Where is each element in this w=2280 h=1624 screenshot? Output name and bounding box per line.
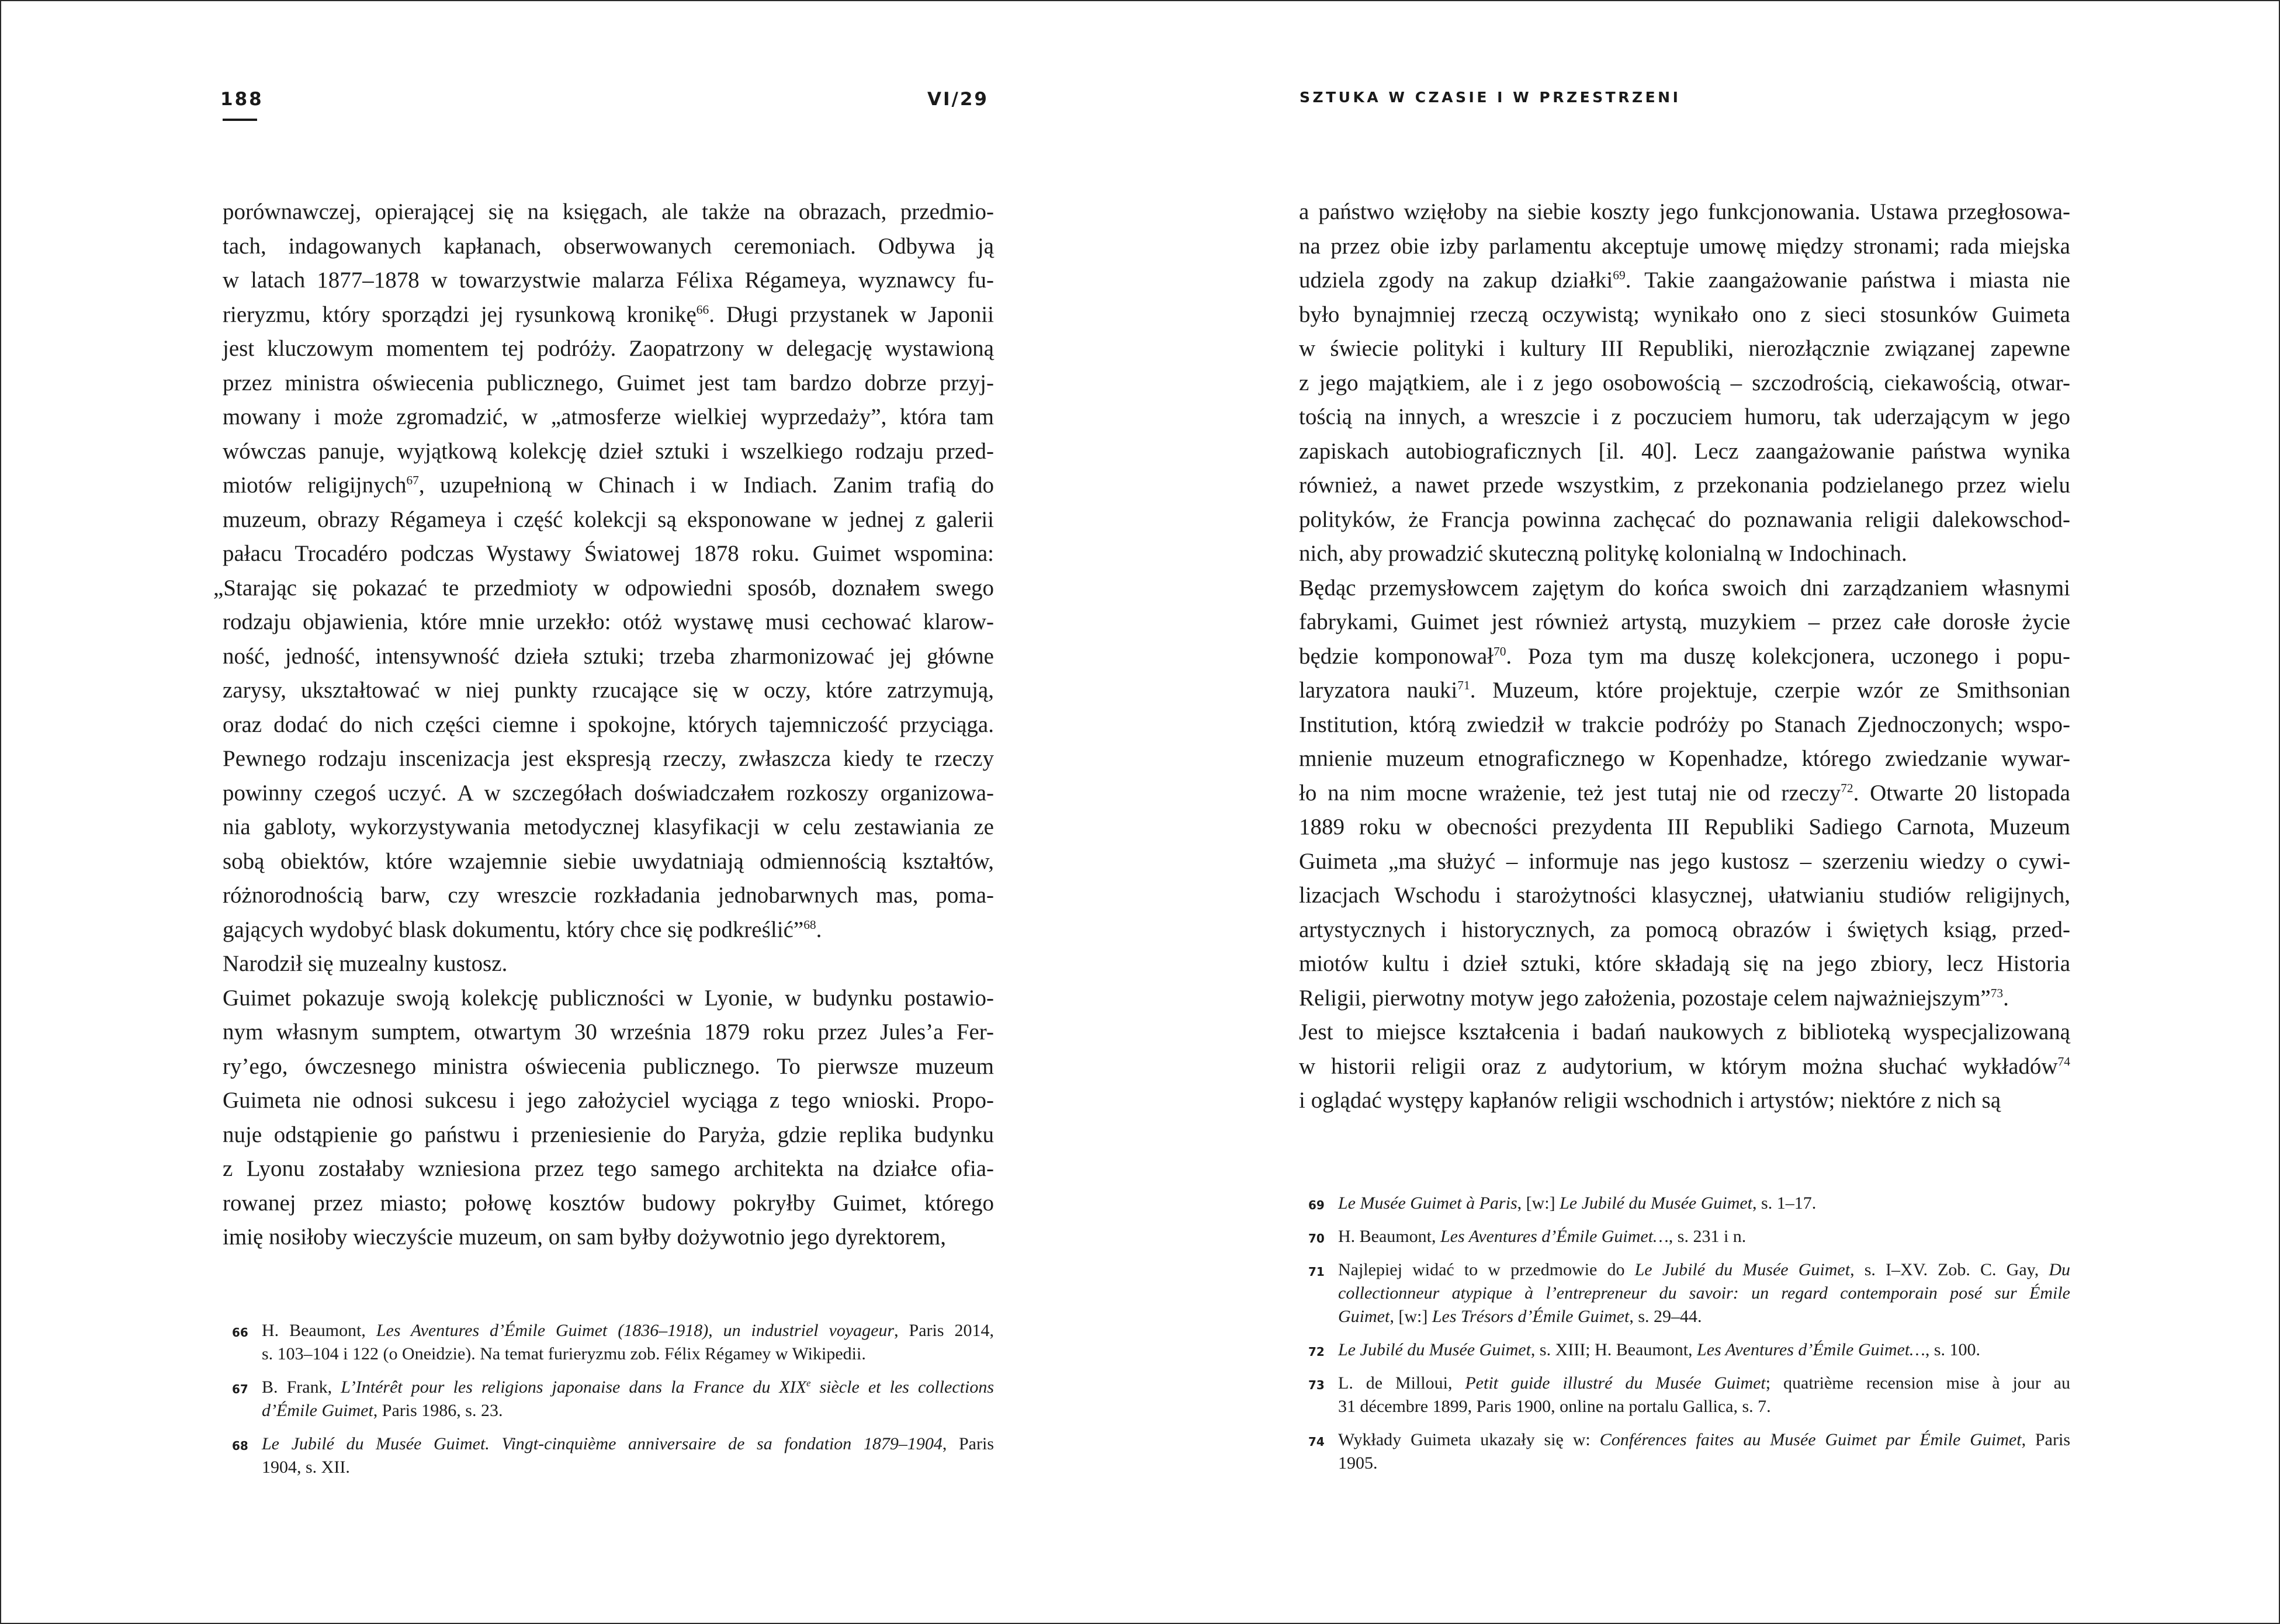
text-line: zarysy, ukształtować w niej punkty rzucające się w oczy, które zatrzymują, (223, 678, 994, 703)
text-line: w historii religii oraz z audytorium, w którym można słuchać wykładów$^{74}$ (1299, 1053, 2070, 1079)
footnote-line: Le Musée Guimet à Paris, [w:] Le Jubilé du Musée Guimet, s. 1–17. (1338, 1193, 1817, 1213)
footnote-number: 67 (232, 1382, 248, 1396)
right-text-column (1299, 195, 2070, 1118)
footnote-line: d’Émile Guimet, Paris 1986, s. 23. (262, 1401, 503, 1420)
footnote-line: Le Jubilé du Musée Guimet, s. XIII; H. Beaumont, Les Aventures d’Émile Guimet…, s. 100. (1338, 1340, 1981, 1359)
text-line: nia gabloty, wykorzystywania metodycznej klasyfikacji w celu zestawiania ze (223, 814, 994, 839)
issue-number: VI/29 (927, 89, 989, 110)
footnote (1299, 1428, 2070, 1475)
text-line: mnienie muzeum etnograficznego w Kopenhadze, którego zwiedzanie wywar- (1299, 746, 2070, 771)
text-line: nich, aby prowadzić skuteczną politykę kolonialną w Indochinach. (1299, 541, 1907, 566)
text-line: na przez obie izby parlamentu akceptuje umowę między stronami; rada miejska (1299, 233, 2070, 259)
text-line: Guimeta „ma służyć – informuje nas jego kustosz – szerzeniu wiedzy o cywi- (1299, 848, 2070, 874)
text-line: laryzatora nauki$^{71}$. Muzeum, które projektuje, czerpie wzór ze Smithsonian (1299, 678, 2070, 703)
left-footnotes (223, 1319, 994, 1489)
section-title: SZTUKA W CZASIE I W PRZESTRZENI (1300, 89, 1681, 106)
text-line: w świecie polityki i kultury III Republiki, nierozłącznie związanej zapewne (1299, 336, 2070, 361)
footnote-line: Wykłady Guimeta ukazały się w: Conférences faites au Musée Guimet par Émile Guimet, Paris (1338, 1430, 2071, 1449)
page-number: 188 (220, 89, 264, 110)
text-line: udziela zgody na zakup działki$^{69}$. Takie zaangażowanie państwa i miasta nie (1299, 268, 2070, 293)
text-line: jest kluczowym momentem tej podróży. Zaopatrzony w delegację wystawioną (223, 336, 994, 361)
text-line: ło na nim mocne wrażenie, też jest tutaj nie od rzeczy$^{72}$. Otwarte 20 listopada (1299, 780, 2070, 806)
footnote-line: Najlepiej widać to w przedmowie do Le Jubilé du Musée Guimet, s. I–XV. Zob. C. Gay, Du (1338, 1260, 2070, 1279)
text-line: gających wydobyć blask dokumentu, który chce się podkreślić”$^{68}$. (223, 917, 822, 942)
text-line: było bynajmniej rzeczą oczywistą; wynikało ono z sieci stosunków Guimeta (1299, 301, 2070, 327)
footnote (223, 1376, 994, 1422)
footnote-line: Le Jubilé du Musée Guimet. Vingt-cinquième anniversaire de sa fondation 1879–1904, Paris (262, 1434, 994, 1453)
text-line: miotów religijnych$^{67}$, uzupełnioną w Chinach i w Indiach. Zanim trafią do (223, 473, 995, 498)
text-line: „Starając się pokazać te przedmioty w odpowiedni sposób, doznałem swego (213, 575, 994, 601)
text-line: rodzaju objawienia, które mnie urzekło: otóż wystawę musi cechować klarow- (223, 609, 994, 634)
text-line: ry’ego, ówczesnego ministra oświecenia publicznego. To pierwsze muzeum (223, 1053, 994, 1079)
footnote-number: 71 (1308, 1265, 1325, 1279)
footnote-line: 1904, s. XII. (262, 1458, 350, 1477)
footnote-number: 72 (1308, 1345, 1325, 1359)
text-line: wówczas panuje, wyjątkową kolekcję dzieł sztuki i wszelkiego rodzaju przed- (223, 438, 994, 464)
text-line: również, a nawet przede wszystkim, z przekonania podzielanego przez wielu (1299, 473, 2070, 498)
footnote (223, 1432, 994, 1479)
text-line: pałacu Trocadéro podczas Wystawy Światowej 1878 roku. Guimet wspomina: (223, 541, 994, 566)
text-line: powinny czegoś uczyć. A w szczegółach doświadczałem rozkoszy organizowa- (223, 780, 994, 806)
text-line: zapiskach autobiograficznych [il. 40]. Lecz zaangażowanie państwa wynika (1299, 438, 2070, 464)
footnote-line: H. Beaumont, Les Aventures d’Émile Guimet (1836–1918), un industriel voyageur, Paris 2014, (262, 1321, 994, 1340)
footnote-line: B. Frank, L’Intérêt pour les religions japonaise dans la France du XIXe siècle et les collections (262, 1377, 994, 1397)
text-line: a państwo wzięłoby na siebie koszty jego funkcjonowania. Ustawa przegłosowa- (1299, 199, 2070, 224)
footnote (1299, 1338, 2070, 1362)
text-line: różnorodnością barw, czy wreszcie rozkładania jednobarwnych mas, poma- (223, 883, 994, 908)
text-line: Będąc przemysłowcem zajętym do końca swoich dni zarządzaniem własnymi (1299, 575, 2070, 601)
footnote-line: L. de Milloui, Petit guide illustré du Musée Guimet; quatrième recension mise à jour au (1338, 1373, 2070, 1393)
text-line: Guimeta nie odnosi sukcesu i jego założyciel wyciąga z tego wnioski. Propo- (223, 1088, 994, 1113)
text-line: mowany i może zgromadzić, w „atmosferze wielkiej wyprzedaży”, która tam (223, 404, 994, 429)
text-line: z jego majątkiem, ale i z jego osobowością – szczodrością, ciekawością, otwar- (1299, 370, 2070, 395)
text-line: 1889 roku w obecności prezydenta III Republiki Sadiego Carnota, Muzeum (1299, 814, 2070, 839)
text-line: muzeum, obrazy Régameya i część kolekcji są eksponowane w jednej z galerii (223, 506, 994, 532)
footnote (1299, 1258, 2070, 1328)
footnote-line: collectionneur atypique à l’entrepreneur du savoir: un regard contemporain posé sur Émile (1338, 1283, 2070, 1303)
text-line: artystycznych i historycznych, za pomocą obrazów i świętych ksiąg, przed- (1299, 917, 2070, 942)
left-text-column (213, 195, 995, 1255)
text-line: rowanej przez miasto; połowę kosztów budowy pokryłby Guimet, którego (223, 1190, 994, 1216)
footnote-line: H. Beaumont, Les Aventures d’Émile Guimet…, s. 231 i n. (1338, 1227, 1747, 1246)
footnote (1299, 1372, 2070, 1418)
page-number-underline (223, 119, 257, 121)
text-line: i oglądać występy kapłanów religii wschodnich i artystów; niektóre z nich są (1299, 1088, 2001, 1113)
text-line: Pewnego rodzaju inscenizacja jest ekspresją rzeczy, zwłaszcza kiedy te rzeczy (223, 746, 994, 771)
text-line: Guimet pokazuje swoją kolekcję publiczności w Lyonie, w budynku postawio- (223, 985, 994, 1011)
footnote-line: 31 décembre 1899, Paris 1900, online na portalu Gallica, s. 7. (1338, 1397, 1771, 1416)
footnote-number: 74 (1308, 1435, 1325, 1449)
text-line: sobą obiektów, które wzajemnie siebie uwydatniają odmiennością kształtów, (223, 848, 994, 874)
footnote (223, 1319, 994, 1366)
text-line: miotów kultu i dzieł sztuki, które składają się na jego zbiory, lecz Historia (1299, 951, 2070, 976)
text-line: fabrykami, Guimet jest również artystą, muzykiem – przez całe dorosłe życie (1299, 609, 2070, 634)
right-footnotes (1299, 1192, 2070, 1485)
text-line: polityków, że Francja powinna zachęcać do poznawania religii dalekowschod- (1299, 506, 2070, 532)
text-line: będzie komponował$^{70}$. Poza tym ma duszę kolekcjonera, uczonego i popu- (1299, 643, 2070, 669)
footnote-line: s. 103–104 i 122 (o Oneidzie). Na temat furieryzmu zob. Félix Régamey w Wikipedii. (262, 1344, 866, 1363)
footnote-number: 69 (1308, 1198, 1325, 1212)
footnote-line: Guimet, [w:] Les Trésors d’Émile Guimet, s. 29–44. (1338, 1307, 1702, 1326)
text-line: lizacjach Wschodu i starożytności klasycznej, ułatwianiu studiów religijnych, (1299, 883, 2070, 908)
text-line: Religii, pierwotny motyw jego założenia, pozostaje celem najważniejszym”$^{73}$. (1299, 985, 2009, 1011)
text-line: nym własnym sumptem, otwartym 30 września 1879 roku przez Jules’a Fer- (223, 1019, 994, 1045)
text-line: przez ministra oświecenia publicznego, Guimet jest tam bardzo dobrze przyj- (223, 370, 994, 395)
footnote (1299, 1225, 2070, 1248)
text-line: imię nosiłoby wieczyście muzeum, on sam byłby dożywotnio jego dyrektorem, (223, 1224, 946, 1250)
text-line: w latach 1877–1878 w towarzystwie malarza Félixa Régameya, wyznawcy fu- (223, 268, 994, 293)
text-line: Institution, którą zwiedził w trakcie podróży po Stanach Zjednoczonych; wspo- (1299, 712, 2070, 737)
text-line: Jest to miejsce kształcenia i badań naukowych z biblioteką wyspecjalizowaną (1299, 1019, 2070, 1045)
text-line: rieryzmu, który sporządzi jej rysunkową kronikę$^{66}$. Długi przystanek w Japonii (223, 301, 994, 327)
footnote-line: 1905. (1338, 1453, 1378, 1473)
text-line: tach, indagowanych kapłanach, obserwowanych ceremoniach. Odbywa ją (223, 233, 994, 259)
text-line: nuje odstąpienie go państwu i przeniesienie do Paryża, gdzie replika budynku (223, 1122, 994, 1147)
text-line: porównawczej, opierającej się na księgach, ale także na obrazach, przedmio- (223, 199, 994, 224)
footnote (1299, 1192, 2070, 1215)
text-line: z Lyonu zostałaby wzniesiona przez tego samego architekta na działce ofia- (223, 1156, 994, 1181)
footnote-number: 70 (1308, 1231, 1325, 1245)
text-line: Narodził się muzealny kustosz. (223, 951, 508, 976)
footnote-number: 73 (1308, 1378, 1325, 1392)
footnote-number: 66 (232, 1325, 248, 1340)
text-line: ność, jedność, intensywność dzieła sztuki; trzeba zharmonizować jej główne (223, 643, 994, 669)
text-line: oraz dodać do nich części ciemne i spokojne, których tajemniczość przyciąga. (223, 712, 994, 737)
footnote-number: 68 (232, 1439, 248, 1453)
text-line: tością na innych, a wreszcie i z poczuciem humoru, tak uderzającym w jego (1299, 404, 2070, 429)
